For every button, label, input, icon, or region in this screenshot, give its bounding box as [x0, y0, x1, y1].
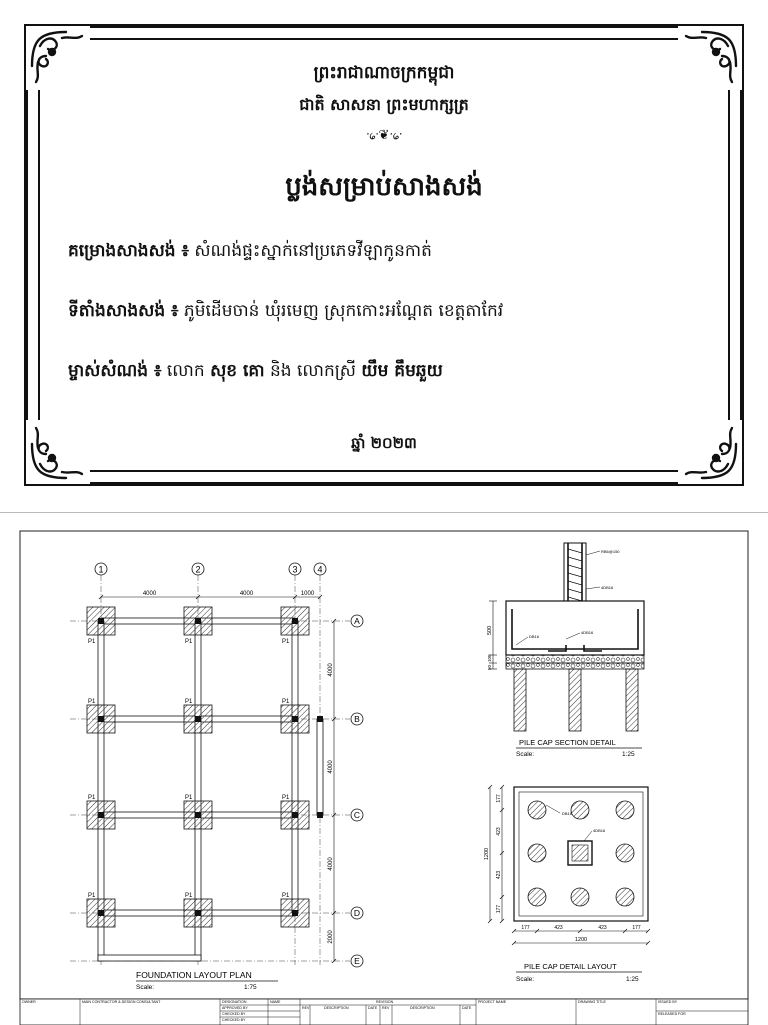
section-note: RB6@150 [601, 549, 620, 554]
column-marker [292, 618, 298, 624]
column-marker [195, 910, 201, 916]
title-divider-ornament: ᐧ᥀ᐧ❦ᐧ᥀ᐧ [365, 128, 403, 143]
pile [514, 669, 526, 731]
owner-prefix: លោក [166, 361, 205, 381]
owner-join: និង លោកស្រី [269, 361, 356, 381]
tie-beam [98, 955, 201, 961]
owner-name-2: យឹម គឹមឆួយ [361, 361, 443, 381]
dimension-label: 1200 [484, 847, 490, 861]
national-motto: ជាតិ សាសនា ព្រះមហាក្សត្រ [299, 95, 469, 114]
detail-note: DB16 [562, 811, 573, 816]
pile-cap-tag: P1 [282, 639, 290, 645]
dimension-label: 423 [554, 925, 563, 931]
dimension-label: 177 [496, 794, 502, 803]
location-value: ភូមិដើមចាន់ ឃុំរមេញ ស្រុកកោះអណ្តែត ខេត្តតាកែវ [183, 301, 504, 321]
dimension-label: 4000 [239, 591, 254, 597]
dimension-label: 4000 [328, 857, 334, 871]
grid-label: C [353, 810, 361, 821]
pile-section [571, 801, 589, 819]
column-marker [195, 812, 201, 818]
tb-checked-1: CHECKED BY [222, 1012, 246, 1016]
section-dim-500: 500 [487, 625, 493, 635]
pile-cap-tag: P1 [185, 639, 193, 645]
grid-label: B [354, 714, 360, 725]
pile-cap-tag: P1 [88, 795, 96, 801]
pile-cap-tag: P1 [185, 699, 193, 705]
detail-title: PILE CAP DETAIL LAYOUT [524, 962, 617, 971]
kingdom-heading: ព្រះរាជាណាចក្រកម្ពុជា [313, 63, 455, 83]
location-row [68, 300, 503, 325]
section-scale-value: 1:25 [622, 751, 635, 758]
section-note: DB16 [529, 634, 540, 639]
section-dim-100: 100 [487, 654, 492, 662]
owner-name-1: សុខ គោ [210, 361, 265, 381]
tb-date-1: DATE [368, 1006, 378, 1010]
project-sign [24, 24, 744, 486]
pile-cap-tag: P1 [185, 795, 193, 801]
dimension-label: 423 [598, 925, 607, 931]
plan-title: FOUNDATION LAYOUT PLAN [136, 970, 252, 980]
tie-beam [98, 621, 104, 913]
column-marker [317, 812, 323, 818]
column-marker [98, 812, 104, 818]
detail-note: 4DB16 [593, 828, 606, 833]
grid-label: 1 [98, 564, 104, 575]
pile-cap-tag: P1 [88, 893, 96, 899]
grid-label: E [354, 956, 360, 967]
tb-owner: OWNER [22, 1000, 36, 1004]
tb-approved: APPROVED BY [222, 1006, 248, 1010]
tb-name: NAME [270, 1000, 281, 1004]
dimension-label: 177 [632, 925, 641, 931]
section-note: 4DB16 [581, 630, 594, 635]
dimension-label: 423 [496, 827, 502, 836]
column-marker [292, 716, 298, 722]
dimension-label: 177 [496, 904, 502, 914]
project-label: គម្រោងសាងសង់ ៖ [68, 241, 189, 261]
column-marker [98, 910, 104, 916]
pile [569, 669, 581, 731]
section-dim-50: 50 [487, 664, 492, 670]
tb-rev-1: REV [302, 1006, 310, 1010]
section-note: 4DB16 [601, 585, 614, 590]
tb-contractor: MAIN CONTRACTOR & DESIGN CONSULTANT [82, 1000, 161, 1004]
tb-released-for: RELEASED FOR [658, 1012, 686, 1016]
grid-label: D [353, 908, 361, 919]
column-marker [195, 618, 201, 624]
sign-title: ប្លង់សម្រាប់សាងសង់ [285, 172, 483, 202]
pile-section [528, 844, 546, 862]
plan-scale-value: 1:75 [244, 984, 257, 991]
grid-label: 2 [195, 564, 201, 575]
foundation-plan [70, 563, 363, 991]
dimension-label: 4000 [328, 760, 334, 774]
title-block [20, 999, 748, 1025]
column-marker [98, 618, 104, 624]
pile-cap-body [506, 601, 644, 655]
dimension-label: 4000 [328, 663, 334, 677]
section-title: PILE CAP SECTION DETAIL [519, 738, 616, 747]
drawing-sheet [0, 512, 768, 1025]
pile-section [616, 844, 634, 862]
tb-checked-2: CHECKED BY [222, 1018, 246, 1022]
pile-cap-tag: P1 [282, 795, 290, 801]
pile-section [616, 888, 634, 906]
pile-cap-section-detail [487, 543, 644, 758]
tie-beam [317, 719, 323, 815]
location-label: ទីតាំងសាងសង់ ៖ [68, 301, 179, 321]
tb-drawing-title: DRAWING TITLE [578, 1000, 606, 1004]
tb-issued-by: ISSUED BY [658, 1000, 678, 1004]
dimension-label: 1200 [574, 937, 588, 943]
dimension-label: 423 [496, 870, 502, 880]
dimension-label: 4000 [142, 591, 157, 597]
tb-description-1: DESCRIPTION [324, 1006, 349, 1010]
tb-description-2: DESCRIPTION [410, 1006, 435, 1010]
column-marker [292, 812, 298, 818]
plan-scale-label: Scale: [136, 984, 155, 991]
tb-rev-2: REV [382, 1006, 390, 1010]
tie-beam [292, 621, 298, 913]
pile-cap-tag: P1 [282, 699, 290, 705]
pile-section [616, 801, 634, 819]
dimension-label: 2000 [328, 930, 334, 944]
column-marker [195, 716, 201, 722]
pile [626, 669, 638, 731]
pile-section [571, 888, 589, 906]
tb-project-name: PROJECT NAME [478, 1000, 507, 1004]
pile-cap-tag: P1 [88, 639, 96, 645]
lean-concrete [506, 655, 644, 663]
column-marker [317, 716, 323, 722]
pile-cap-tag: P1 [185, 893, 193, 899]
grid-label: 4 [317, 564, 323, 575]
tb-date-2: DATE [462, 1006, 472, 1010]
tb-designation: DESIGNATION [222, 1000, 247, 1004]
grid-label: A [354, 616, 360, 627]
pile-cap-tag: P1 [88, 699, 96, 705]
gravel-bed [506, 663, 644, 669]
pile-cap-tag: P1 [282, 893, 290, 899]
detail-scale-value: 1:25 [626, 976, 639, 983]
column-marker [98, 716, 104, 722]
pile-section [528, 801, 546, 819]
sign-year: ឆ្នាំ ២០២៣ [351, 434, 417, 452]
project-value: សំណង់ផ្ទះស្នាក់នៅប្រភេទវីឡាកូនកាត់ [194, 241, 432, 261]
pile-section [528, 888, 546, 906]
tie-beam [195, 621, 201, 913]
owner-label: ម្ចាស់សំណង់ ៖ [68, 361, 162, 381]
section-scale-label: Scale: [516, 751, 535, 758]
dimension-label: 177 [521, 925, 530, 931]
project-row [68, 240, 432, 265]
foundation-drawing [0, 513, 768, 1025]
column-marker [292, 910, 298, 916]
pile-cap-detail-layout [484, 785, 650, 983]
detail-scale-label: Scale: [516, 976, 535, 983]
dimension-label: 1000 [300, 591, 315, 597]
tb-revision: REVISION [376, 1000, 394, 1004]
owner-row [68, 360, 443, 385]
grid-label: 3 [292, 564, 298, 575]
